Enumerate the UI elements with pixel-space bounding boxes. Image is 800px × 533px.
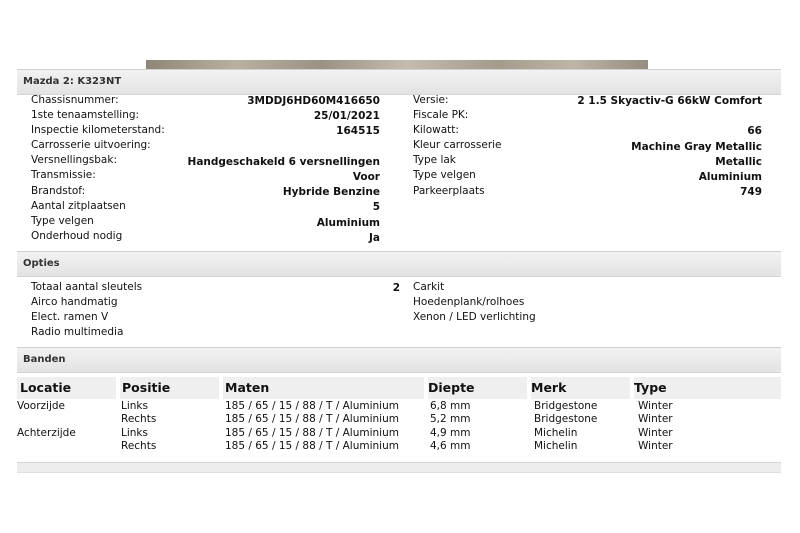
cell-maten: 185 / 65 / 15 / 88 / T / Aluminium [225,413,399,425]
spec-value [180,139,380,154]
spec-value: 749 [740,186,762,198]
cell-type: Winter [638,427,673,439]
footer-bar [17,462,781,473]
spec-label: Versnellingsbak: [31,154,117,166]
spec-value: 25/01/2021 [313,110,380,122]
cell-type: Winter [638,400,673,412]
spec-label: Type velgen [31,215,94,227]
spec-value: 3MDDJ6HD60M416650 [247,95,380,107]
option-label: Airco handmatig [31,296,118,308]
spec-value: Hybride Benzine [282,186,380,198]
column-header-positie: Positie [122,380,171,395]
spec-label: Carrosserie uitvoering: [31,139,151,151]
vehicle-header-title: Mazda 2: K323NT [23,76,122,87]
tyres-section-header[interactable] [17,347,781,373]
spec-value [560,109,762,124]
option-label: Totaal aantal sleutels [31,281,143,293]
column-header-diepte: Diepte [428,380,475,395]
cell-type: Winter [638,440,673,452]
spec-label: Onderhoud nodig [31,230,123,242]
vehicle-photo-strip [146,60,648,69]
spec-label: Aantal zitplaatsen [31,200,126,212]
spec-label: 1ste tenaamstelling: [31,109,140,121]
spec-label: Fiscale PK: [413,109,469,121]
column-header-type: Type [634,380,667,395]
spec-label: Kleur carrosserie [413,139,502,151]
spec-label: Parkeerplaats [413,185,485,197]
option-label: Carkit [413,281,445,293]
cell-locatie: Achterzijde [17,427,76,439]
spec-label: Kilowatt: [413,124,459,136]
spec-value: Aluminium [698,171,762,183]
option-value: 2 [392,282,400,294]
cell-merk: Michelin [534,440,578,452]
options-header-title: Opties [23,258,60,269]
cell-diepte: 5,2 mm [430,413,471,425]
table-header-row [17,377,781,399]
spec-value: Voor [352,171,380,183]
cell-merk: Bridgestone [534,400,598,412]
spec-value: Handgeschakeld 6 versnellingen [187,156,380,168]
spec-value: Machine Gray Metallic [631,141,762,153]
cell-positie: Rechts [121,413,157,425]
option-label: Elect. ramen V [31,311,109,323]
cell-locatie: Voorzijde [17,400,66,412]
cell-diepte: 6,8 mm [430,400,471,412]
cell-merk: Bridgestone [534,413,598,425]
spec-value: 66 [747,125,762,137]
spec-value: 2 1.5 Skyactiv-G 66kW Comfort [577,95,762,107]
spec-label: Type lak [413,154,456,166]
spec-label: Type velgen [413,169,476,181]
cell-positie: Links [121,427,148,439]
cell-maten: 185 / 65 / 15 / 88 / T / Aluminium [225,427,399,439]
column-header-locatie: Locatie [20,380,72,395]
cell-type: Winter [638,413,673,425]
option-label: Hoedenplank/rolhoes [413,296,525,308]
cell-maten: 185 / 65 / 15 / 88 / T / Aluminium [225,400,399,412]
options-section-header[interactable] [17,251,781,277]
cell-diepte: 4,6 mm [430,440,471,452]
option-label: Xenon / LED verlichting [413,311,536,323]
spec-value: Metallic [715,156,762,168]
tyres-header-title: Banden [23,354,66,365]
spec-value: 164515 [336,125,380,137]
cell-maten: 185 / 65 / 15 / 88 / T / Aluminium [225,440,399,452]
column-header-merk: Merk [531,380,567,395]
spec-value: Aluminium [316,217,380,229]
spec-label: Brandstof: [31,185,86,197]
spec-label: Transmissie: [31,169,96,181]
vehicle-section-header[interactable] [17,69,781,95]
spec-label: Inspectie kilometerstand: [31,124,165,136]
column-header-maten: Maten [225,380,270,395]
spec-label: Chassisnummer: [31,94,119,106]
spec-value: Ja [369,232,380,244]
cell-positie: Links [121,400,148,412]
cell-diepte: 4,9 mm [430,427,471,439]
option-label: Radio multimedia [31,326,124,338]
cell-positie: Rechts [121,440,157,452]
cell-merk: Michelin [534,427,578,439]
spec-value: 5 [372,201,380,213]
spec-label: Versie: [413,94,449,106]
